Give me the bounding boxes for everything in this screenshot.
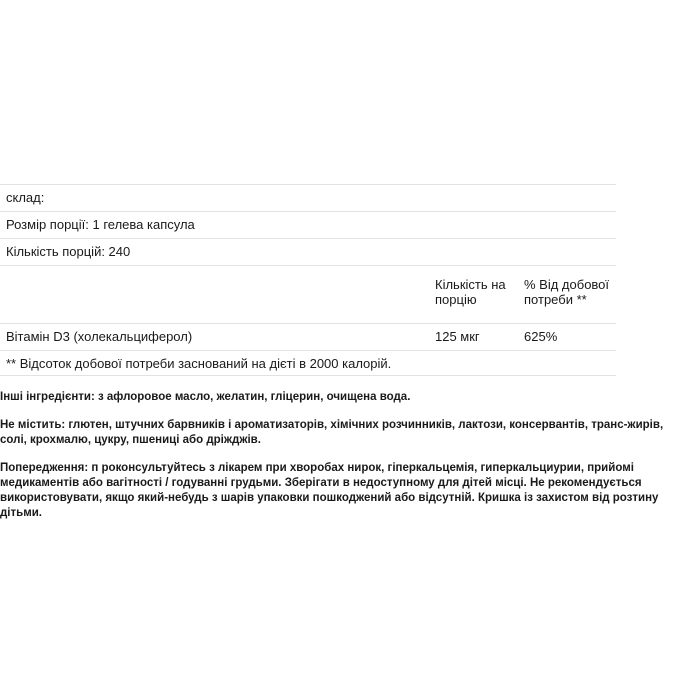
header-name-cell (0, 277, 430, 323)
table-header-row (0, 265, 616, 323)
facts-heading: склад: (0, 184, 616, 211)
servings-per-container: Кількість порцій: 240 (0, 238, 616, 265)
daily-value-footnote: ** Відсоток добової потреби заснований на дієті в 2000 калорій. (0, 350, 616, 376)
free-of-text: Не містить: глютен, штучних барвників і ароматизаторів, хімічних розчинників, лактози, консервантів, транс-жирів, солі, крохмалю, цукру, пшениці або дріжджів. (0, 419, 664, 446)
warning-text: Попередження: п роконсультуйтесь з лікарем при хворобах нирок, гіперкальцемія, гиперкальциурии, прийомі медикаментів або вагітності / годуванні грудьми. Зберігати в недоступному для дітей місці. Не рекомендується використовувати, якщо який-небудь з шарів упаковки пошкоджений або відсутній. Кришка із захистом від розтину дітьми. (0, 462, 659, 519)
supplement-facts-table (0, 184, 616, 376)
table-row (0, 323, 616, 350)
product-notes (0, 390, 680, 534)
header-daily-value: % Від добової потреби ** (524, 277, 610, 307)
serving-size: Розмір порції: 1 гелева капсула (0, 211, 616, 238)
header-amount-per-serving: Кількість на порцію (435, 277, 506, 307)
nutrient-daily-value: 625% (524, 329, 558, 344)
nutrient-amount: 125 мкг (435, 329, 480, 344)
nutrient-name: Вітамін D3 (холекальциферол) (6, 329, 193, 344)
other-ingredients-text: Інші інгредієнти: з афлоровое масло, желатин, гліцерин, очищена вода. (0, 391, 411, 403)
